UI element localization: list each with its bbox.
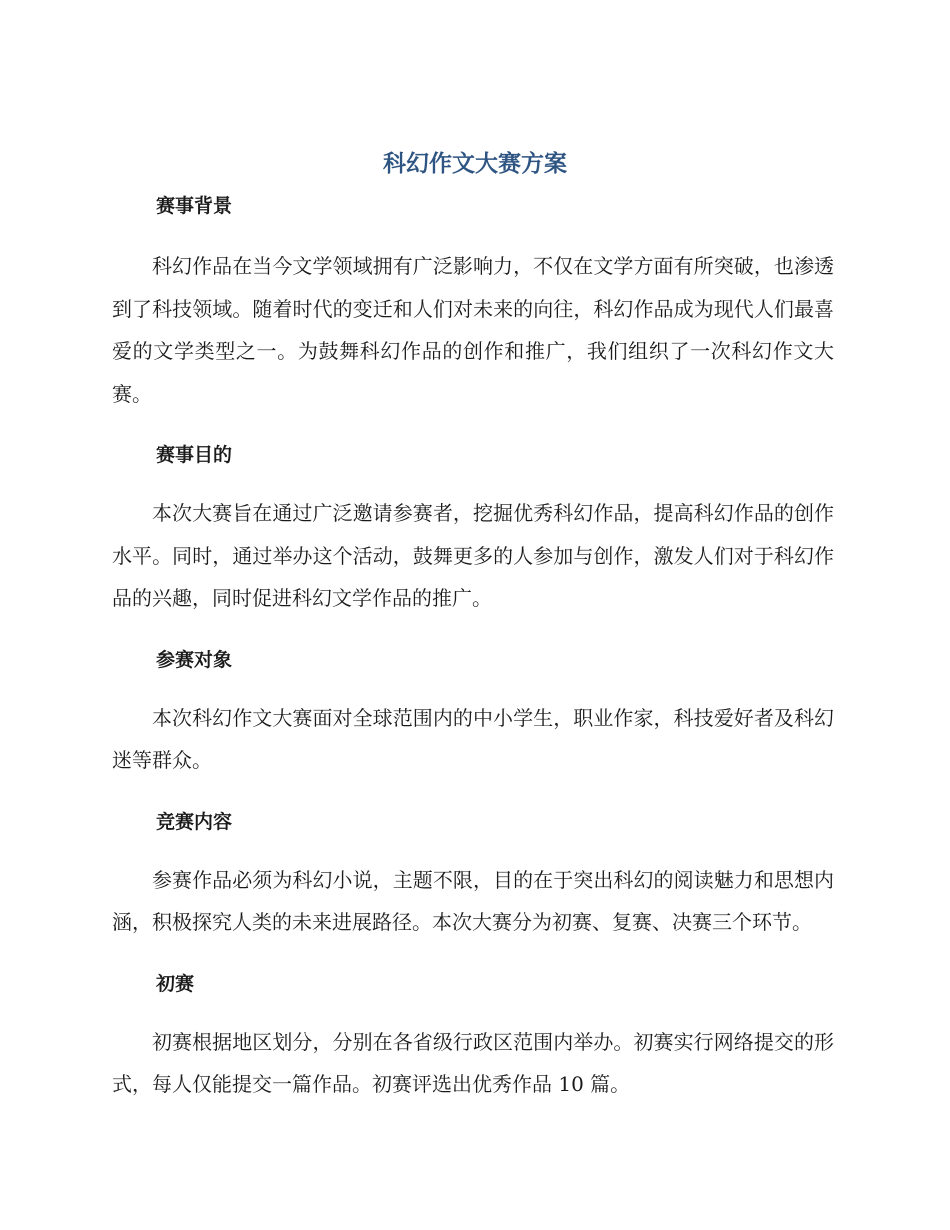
section-preliminary: [112, 968, 834, 1106]
section-heading-background: 赛事背景: [156, 195, 233, 217]
section-purpose: [112, 439, 834, 620]
document-title: 科幻作文大赛方案: [383, 151, 567, 177]
section-paragraph-background: 科幻作品在当今文学领域拥有广泛影响力，不仅在文学方面有所突破，也渗透到了科技领域。随着时代的变迁和人们对未来的向往，科幻作品成为现代人们最喜爱的文学类型之一。为鼓舞科幻作品的创作和推广，我们组织了一次科幻作文大赛。: [112, 254, 834, 406]
section-background: [112, 190, 834, 415]
section-heading-purpose: 赛事目的: [156, 444, 233, 466]
section-content: [112, 806, 834, 944]
section-paragraph-preliminary: 初赛根据地区划分，分别在各省级行政区范围内举办。初赛实行网络提交的形式，每人仅能提交一篇作品。初赛评选出优秀作品 10 篇。: [112, 1029, 834, 1096]
section-paragraph-participants: 本次科幻作文大赛面对全球范围内的中小学生，职业作家，科技爱好者及科幻迷等群众。: [112, 705, 834, 772]
document-body: [112, 190, 834, 1106]
section-heading-preliminary: 初赛: [156, 972, 195, 995]
section-participants: [112, 644, 834, 782]
section-paragraph-purpose: 本次大赛旨在通过广泛邀请参赛者，挖掘优秀科幻作品，提高科幻作品的创作水平。同时，通过举办这个活动，鼓舞更多的人参加与创作，激发人们对于科幻作品的兴趣，同时促进科幻文学作品的推广。: [112, 501, 834, 610]
section-heading-content: 竞赛内容: [156, 810, 233, 833]
section-paragraph-content: 参赛作品必须为科幻小说，主题不限，目的在于突出科幻的阅读魅力和思想内涵，积极探究人类的未来进展路径。本次大赛分为初赛、复赛、决赛三个环节。: [112, 867, 834, 934]
section-heading-participants: 参赛对象: [156, 648, 233, 671]
